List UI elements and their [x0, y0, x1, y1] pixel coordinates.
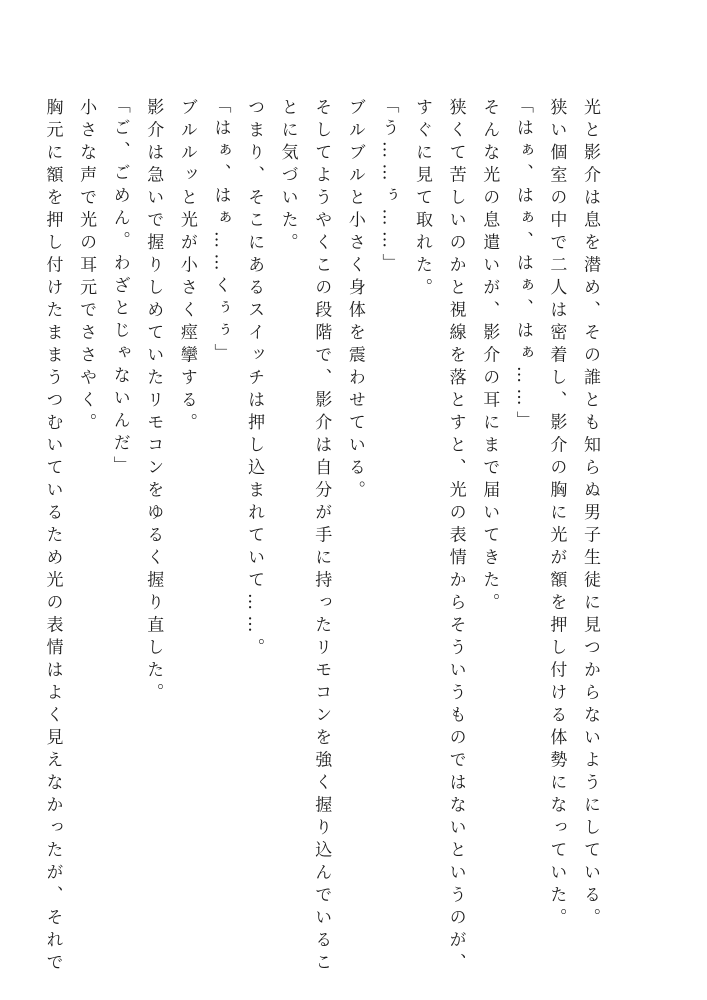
text-line: 狭くて苦しいのかと視線を落とすと、光の表情からそういうものではないというのが、	[445, 98, 466, 976]
dialogue-line: 「はぁ、はぁ、はぁ、はぁ……」	[512, 96, 533, 434]
text-line: すぐに見て取れた。	[412, 98, 433, 301]
text-line: そんな光の息遣いが、影介の耳にまで届いてきた。	[479, 98, 500, 616]
dialogue-line: 「う……ぅ……」	[378, 96, 399, 276]
text-line: そしてようやくこの段階で、影介は自分が手に持ったリモコンを強く握り込んでいるこ	[311, 98, 332, 976]
text-line: 胸元に額を押し付けたままうつむいているため光の表情はよく見えなかったが、それで	[42, 98, 63, 976]
text-line: つまり、そこにあるスイッチは押し込まれていて……。	[244, 98, 265, 661]
vertical-text-body	[35, 96, 606, 976]
text-line: 小さな声で光の耳元でささやく。	[76, 98, 97, 436]
text-line: 光と影介は息を潜め、その誰とも知らぬ男子生徒に見つからないようにしている。	[580, 98, 600, 931]
text-line: 狭い個室の中で二人は密着し、影介の胸に光が額を押し付ける体勢になっていた。	[546, 98, 567, 931]
dialogue-line: 「ご、ごめん。わざとじゃないんだ」	[109, 96, 130, 479]
text-line: ブルブルと小さく身体を震わせている。	[344, 98, 365, 503]
dialogue-line: 「はぁ、はぁ……くぅぅ」	[210, 96, 231, 366]
text-line: 影介は急いで握りしめていたリモコンをゆるく握り直した。	[143, 98, 164, 706]
text-line: とに気づいた。	[277, 98, 298, 256]
text-line: ブルルッと光が小さく痙攣する。	[176, 98, 197, 436]
